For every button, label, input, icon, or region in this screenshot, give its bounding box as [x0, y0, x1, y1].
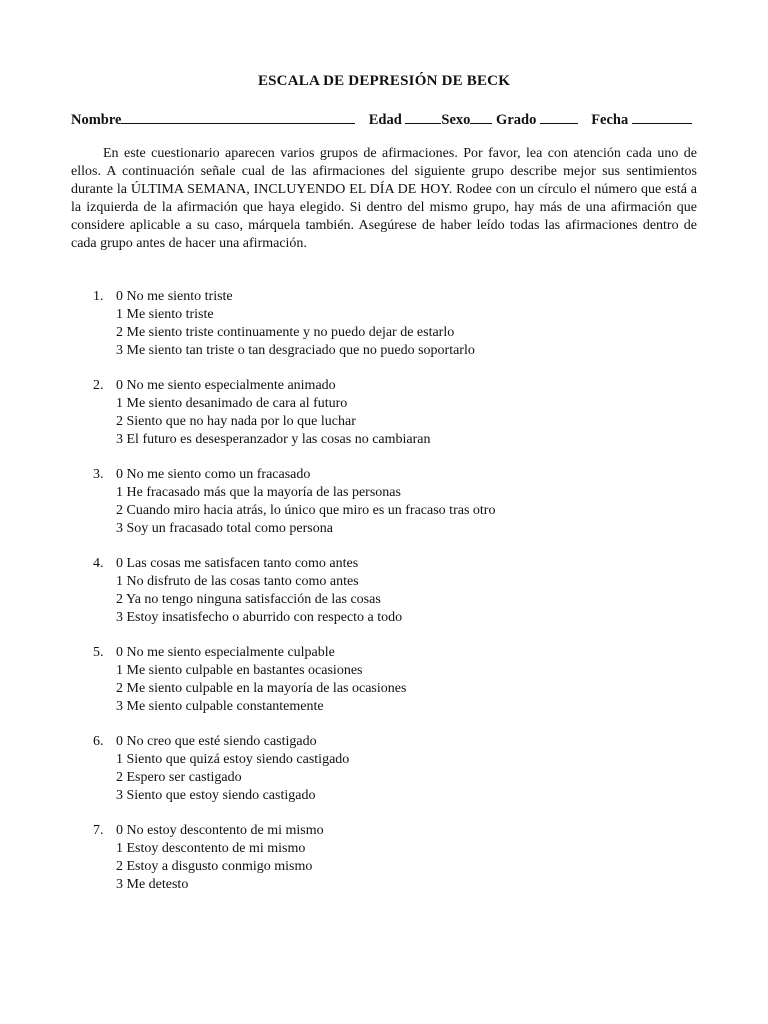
item-number: 7. [93, 823, 104, 838]
item-number: 5. [93, 645, 104, 660]
edad-label: Edad [368, 112, 402, 128]
document-title: ESCALA DE DEPRESIÓN DE BECK [257, 73, 511, 89]
answer-option[interactable]: 2 Me siento triste continuamente y no puedo dejar de estarlo [116, 325, 455, 340]
questionnaire-item [71, 822, 697, 894]
questionnaire-item [71, 288, 697, 360]
item-options [116, 555, 697, 627]
item-number: 4. [93, 556, 104, 571]
answer-option[interactable]: 3 Me detesto [116, 877, 189, 892]
questionnaire-item [71, 377, 697, 449]
nombre-label: Nombre [71, 112, 122, 128]
nombre-blank[interactable] [121, 110, 355, 124]
questionnaire-item [71, 466, 697, 538]
questionnaire-item [71, 555, 697, 627]
answer-option[interactable]: 2 Cuando miro hacia atrás, lo único que miro es un fracaso tras otro [116, 503, 496, 518]
answer-option[interactable]: 1 Me siento triste [116, 307, 214, 322]
answer-option[interactable]: 0 No creo que esté siendo castigado [116, 734, 317, 749]
item-options [116, 644, 697, 716]
answer-option[interactable]: 2 Siento que no hay nada por lo que luchar [116, 414, 356, 429]
answer-option[interactable]: 0 No me siento como un fracasado [116, 467, 311, 482]
fecha-blank[interactable] [632, 110, 692, 124]
item-options [116, 288, 697, 360]
answer-option[interactable]: 0 No me siento especialmente culpable [116, 645, 335, 660]
instructions-paragraph: En este cuestionario aparecen varios grupos de afirmaciones. Por favor, lea con atención cada uno de ellos. A continuación señale cual de las afirmaciones del siguiente grupo describe mejor sus sentimientos durante la ÚLTIMA SEMANA, INCLUYENDO EL DÍA DE HOY. Rodee con un círculo el número que está a la izquierda de la afirmación que haya elegido. Si dentro del mismo grupo, hay más de una afirmación que considere aplicable a su caso, márquela también. Asegúrese de haber leído todas las afirmaciones dentro de cada grupo antes de hacer una afirmación. [71, 146, 697, 251]
fecha-label: Fecha [591, 112, 629, 128]
item-options [116, 822, 697, 894]
sexo-label: Sexo [441, 112, 471, 128]
questionnaire-items [71, 288, 697, 911]
edad-blank[interactable] [405, 110, 441, 124]
answer-option[interactable]: 1 Siento que quizá estoy siendo castigado [116, 752, 350, 767]
item-number: 2. [93, 378, 104, 393]
item-options [116, 733, 697, 805]
grado-blank[interactable] [540, 110, 578, 124]
answer-option[interactable]: 3 Estoy insatisfecho o aburrido con respecto a todo [116, 610, 403, 625]
answer-option[interactable]: 0 No me siento especialmente animado [116, 378, 336, 393]
answer-option[interactable]: 3 El futuro es desesperanzador y las cosas no cambiaran [116, 432, 431, 447]
item-number: 1. [93, 289, 104, 304]
grado-label: Grado [496, 112, 537, 128]
questionnaire-item [71, 733, 697, 805]
answer-option[interactable]: 2 Ya no tengo ninguna satisfacción de las cosas [116, 592, 381, 607]
item-options [116, 466, 697, 538]
answer-option[interactable]: 0 No estoy descontento de mi mismo [116, 823, 324, 838]
item-number: 6. [93, 734, 104, 749]
answer-option[interactable]: 1 Estoy descontento de mi mismo [116, 841, 306, 856]
answer-option[interactable]: 1 Me siento culpable en bastantes ocasiones [116, 663, 363, 678]
answer-option[interactable]: 2 Espero ser castigado [116, 770, 242, 785]
respondent-info-line [71, 110, 697, 129]
sexo-blank[interactable] [470, 110, 492, 124]
answer-option[interactable]: 0 No me siento triste [116, 289, 233, 304]
answer-option[interactable]: 3 Me siento culpable constantemente [116, 699, 324, 714]
answer-option[interactable]: 0 Las cosas me satisfacen tanto como antes [116, 556, 359, 571]
answer-option[interactable]: 2 Estoy a disgusto conmigo mismo [116, 859, 313, 874]
item-number: 3. [93, 467, 104, 482]
answer-option[interactable]: 1 He fracasado más que la mayoría de las personas [116, 485, 401, 500]
answer-option[interactable]: 3 Siento que estoy siendo castigado [116, 788, 316, 803]
answer-option[interactable]: 1 Me siento desanimado de cara al futuro [116, 396, 348, 411]
answer-option[interactable]: 3 Soy un fracasado total como persona [116, 521, 333, 536]
answer-option[interactable]: 1 No disfruto de las cosas tanto como antes [116, 574, 359, 589]
answer-option[interactable]: 3 Me siento tan triste o tan desgraciado que no puedo soportarlo [116, 343, 475, 358]
item-options [116, 377, 697, 449]
questionnaire-item [71, 644, 697, 716]
answer-option[interactable]: 2 Me siento culpable en la mayoría de las ocasiones [116, 681, 407, 696]
